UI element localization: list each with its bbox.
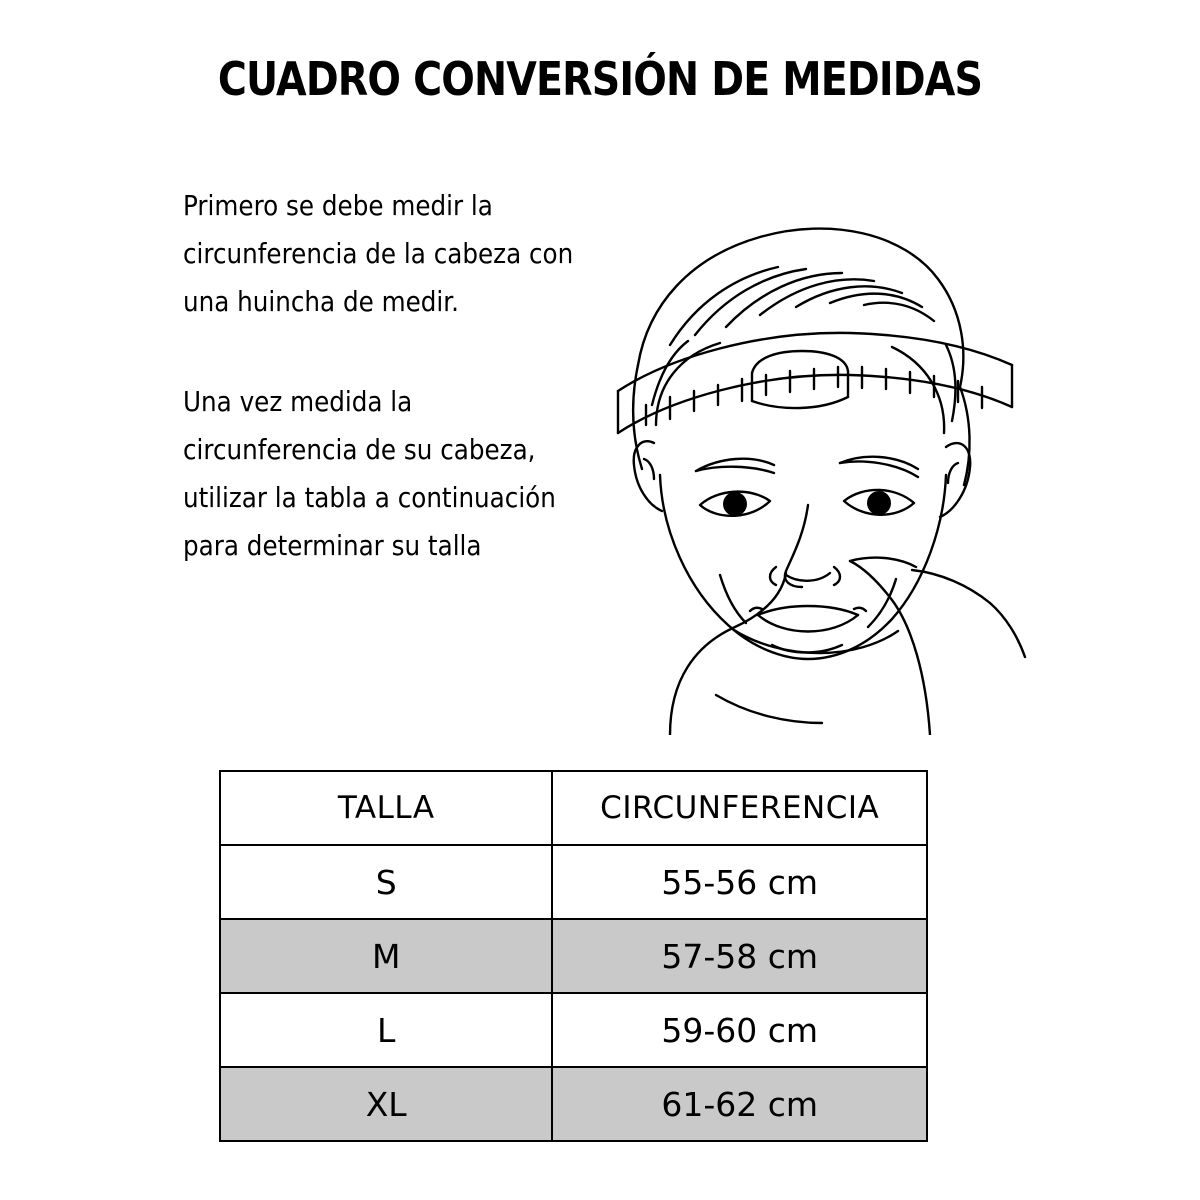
table-header-circunferencia: CIRCUNFERENCIA [552, 771, 927, 845]
table-header-talla: TALLA [220, 771, 552, 845]
size-conversion-table [219, 770, 928, 1142]
cell-circumference-m: 57-58 cm [552, 919, 927, 993]
table-row [220, 993, 927, 1067]
table-row [220, 1067, 927, 1141]
table-header-row [220, 771, 927, 845]
cell-circumference-s: 55-56 cm [552, 845, 927, 919]
instruction-paragraph-1: Primero se debe medir la circunferencia de la cabeza con una huincha de medir. [183, 189, 574, 318]
table-row [220, 919, 927, 993]
cell-circumference-l: 59-60 cm [552, 993, 927, 1067]
cell-size-l: L [220, 993, 552, 1067]
page-title: CUADRO CONVERSIÓN DE MEDIDAS [217, 52, 983, 106]
cell-circumference-xl: 61-62 cm [552, 1067, 927, 1141]
table-row [220, 845, 927, 919]
cell-size-xl: XL [220, 1067, 552, 1141]
boy-head-with-measuring-tape-illustration [520, 175, 1060, 735]
cell-size-m: M [220, 919, 552, 993]
instruction-paragraph-2: Una vez medida la circunferencia de su cabeza, utilizar la tabla a continuación para determinar su talla [183, 385, 556, 562]
cell-size-s: S [220, 845, 552, 919]
